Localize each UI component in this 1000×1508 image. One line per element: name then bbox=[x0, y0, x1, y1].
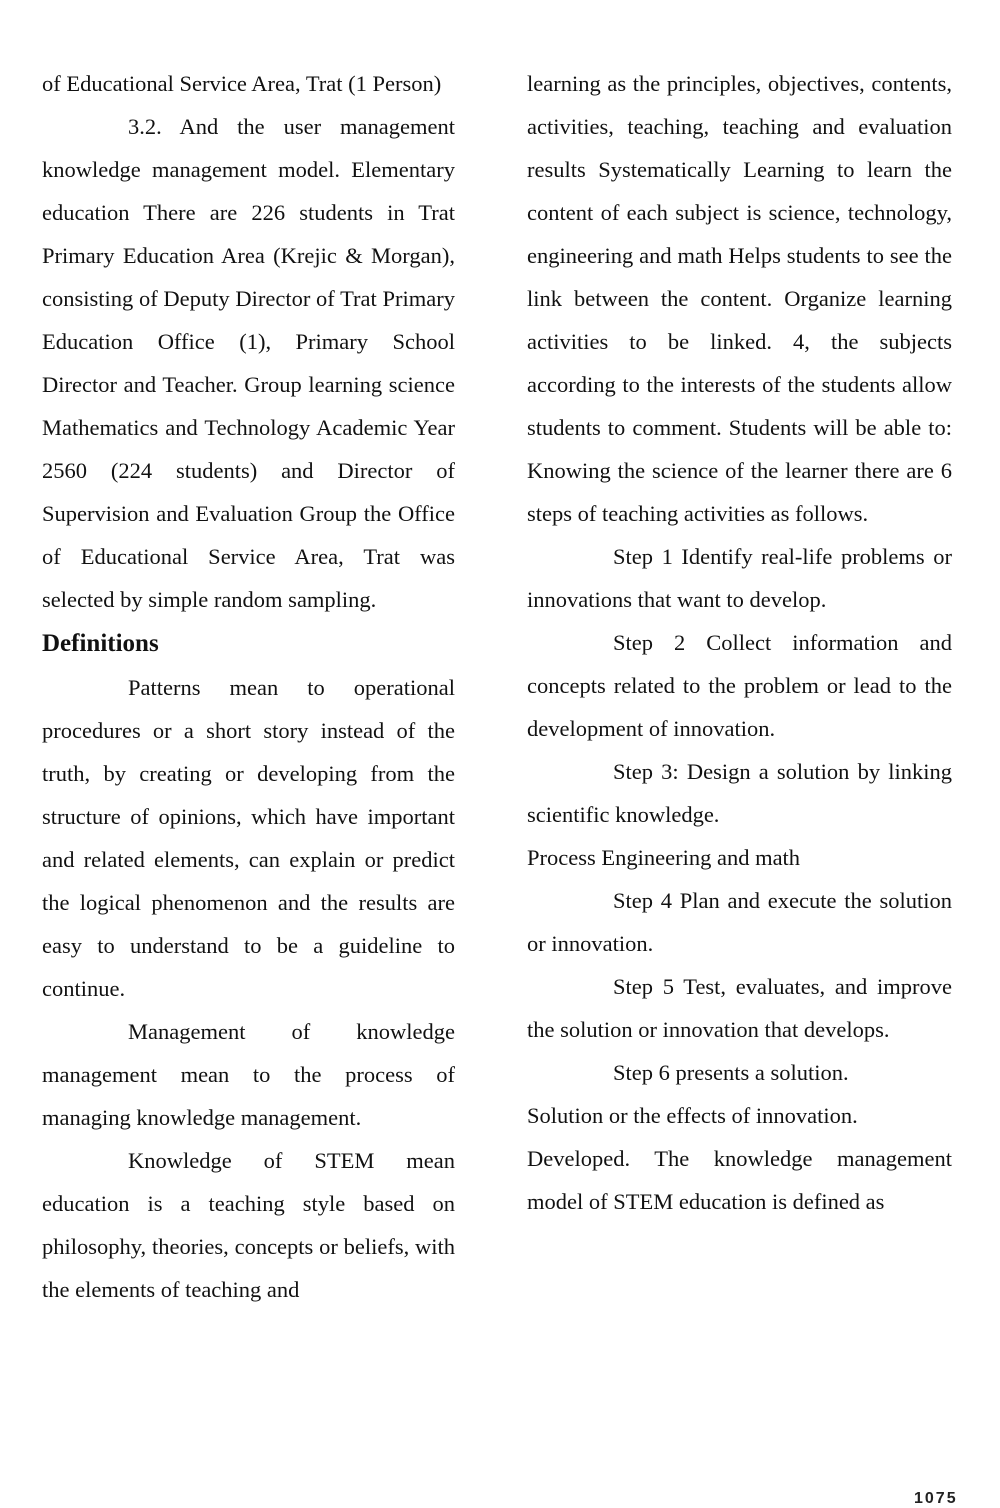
left-column bbox=[42, 62, 455, 1311]
paragraph: Management of knowledge management mean to the process of managing knowledge management. bbox=[42, 1019, 455, 1130]
step-3: Step 3: Design a solution by linking scientific knowledge. bbox=[527, 759, 952, 827]
step-1: Step 1 Identify real-life problems or innovations that want to develop. bbox=[527, 544, 952, 612]
step-6: Step 6 presents a solution. bbox=[613, 1060, 849, 1085]
step-5: Step 5 Test, evaluates, and improve the solution or innovation that develops. bbox=[527, 974, 952, 1042]
step-2: Step 2 Collect information and concepts related to the problem or lead to the development of innovation. bbox=[527, 630, 952, 741]
paragraph: Developed. The knowledge management model of STEM education is defined as bbox=[527, 1146, 952, 1214]
paragraph: Solution or the effects of innovation. bbox=[527, 1103, 858, 1128]
paragraph: Patterns mean to operational procedures or a short story instead of the truth, by creating or developing from the structure of opinions, which have important and related elements, can explain or predict the logical phenomenon and the results are easy to understand to be a guideline to continue. bbox=[42, 675, 455, 1001]
paragraph: learning as the principles, objectives, contents, activities, teaching, teaching and evaluation results Systematically Learning to learn the content of each subject is science, technology, engineering and math Helps students to see the link between the content. Organize learning activities to be linked. 4, the subjects according to the interests of the students allow students to comment. Students will be able to: Knowing the science of the learner there are 6 steps of teaching activities as follows. bbox=[527, 71, 952, 526]
right-column bbox=[527, 62, 952, 1223]
step-3-continued: Process Engineering and math bbox=[527, 845, 801, 870]
step-4: Step 4 Plan and execute the solution or innovation. bbox=[527, 888, 952, 956]
section-heading-definitions: Definitions bbox=[42, 630, 159, 657]
page-number: 1075 bbox=[914, 1490, 958, 1507]
paragraph: of Educational Service Area, Trat (1 Person) bbox=[42, 71, 442, 96]
paragraph: 3.2. And the user management knowledge management model. Elementary education There are 226 students in Trat Primary Education Area (Krejic & Morgan), consisting of Deputy Director of Trat Primary Education Office (1), Primary School Director and Teacher. Group learning science Mathematics and Technology Academic Year 2560 (224 students) and Director of Supervision and Evaluation Group the Office of Educational Service Area, Trat was selected by simple random sampling. bbox=[42, 114, 455, 612]
paragraph: Knowledge of STEM mean education is a teaching style based on philosophy, theories, concepts or beliefs, with the elements of teaching and bbox=[42, 1148, 455, 1302]
